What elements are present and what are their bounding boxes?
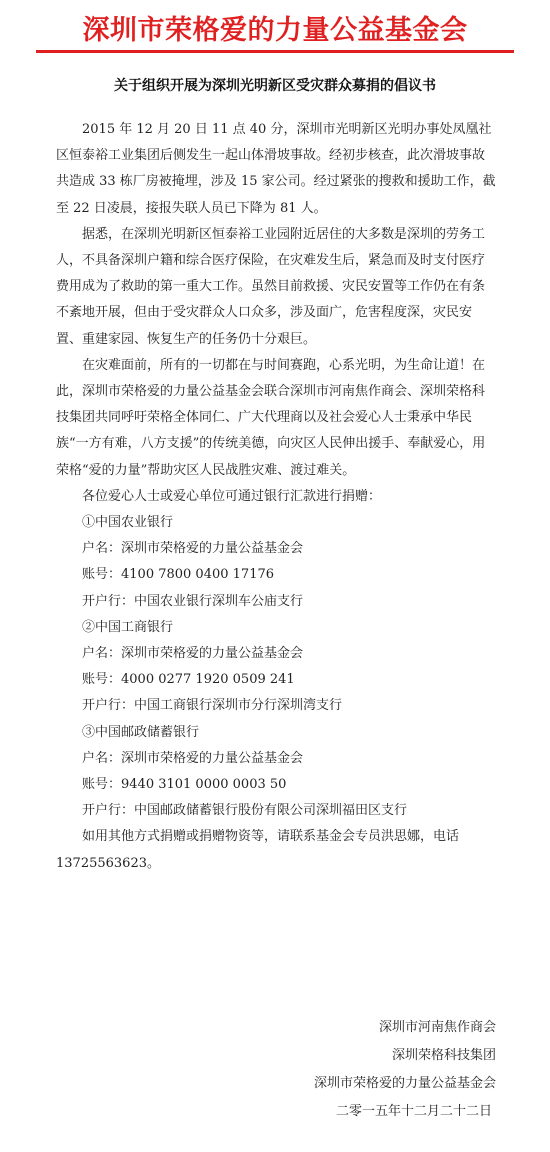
bank-item	[56, 720, 496, 825]
bank-name: ①中国农业银行	[82, 515, 174, 531]
paragraph-incident: 2015 年 12 月 20 日 11 点 40 分，深圳市光明新区光明办事处凤凰社区恒泰裕工业集团后侧发生一起山体滑坡事故。经初步核查，此次滑坡事故共造成 33 栋厂房被掩埋，涉及 15 家公司。经过紧张的搜救和援助工作，截至 22 日凌晨，接报失联人员已下降为 81 人。	[56, 122, 496, 216]
account-name: 户名：深圳市荣格爱的力量公益基金会	[82, 541, 304, 557]
signatory: 深圳市河南焦作商会	[378, 1020, 496, 1035]
account-number: 账号：4000 0277 1920 0509 241	[82, 672, 295, 688]
bank-name: ②中国工商银行	[82, 619, 174, 635]
organization-title: 深圳市荣格爱的力量公益基金会	[82, 15, 468, 46]
document-date: 二零一五年十二月二十二日	[335, 1104, 492, 1119]
signature-block	[196, 1014, 496, 1126]
bank-branch: 开户行：中国邮政储蓄银行股份有限公司深圳福田区支行	[82, 803, 408, 819]
contact-paragraph: 如用其他方式捐赠或捐赠物资等，请联系基金会专员洪思娜，电话 13725563623。	[56, 829, 460, 871]
bank-branch: 开户行：中国农业银行深圳车公庙支行	[82, 593, 304, 609]
signatory: 深圳市荣格爱的力量公益基金会	[313, 1076, 496, 1091]
account-name: 户名：深圳市荣格爱的力量公益基金会	[82, 750, 304, 766]
paragraph-victims: 据悉，在深圳光明新区恒泰裕工业园附近居住的大多数是深圳的劳务工人，不具备深圳户籍和综合医疗保险，在灾难发生后，紧急而及时支付医疗费用成为了救助的第一重大工作。虽然目前救援、灾民安置等工作仍在有条不紊地开展，但由于受灾群众人口众多，涉及面广，危害程度深，灾民安置、重建家园、恢复生产的任务仍十分艰巨。	[56, 226, 486, 347]
account-number: 账号：9440 3101 0000 0003 50	[82, 777, 287, 793]
account-name: 户名：深圳市荣格爱的力量公益基金会	[82, 646, 304, 662]
bank-item	[56, 615, 496, 720]
document-body	[56, 117, 496, 877]
bank-list	[56, 510, 496, 824]
bank-name: ③中国邮政储蓄银行	[82, 724, 200, 740]
bank-branch: 开户行：中国工商银行深圳市分行深圳湾支行	[82, 698, 343, 714]
account-number: 账号：4100 7800 0400 17176	[82, 567, 275, 583]
document-subtitle: 关于组织开展为深圳光明新区受灾群众募捐的倡议书	[114, 78, 436, 94]
signatory: 深圳荣格科技集团	[391, 1048, 496, 1063]
title-underline	[36, 50, 514, 53]
paragraph-donation-intro: 各位爱心人士或爱心单位可通过银行汇款进行捐赠：	[82, 488, 382, 504]
bank-item	[56, 510, 496, 615]
paragraph-appeal: 在灾难面前，所有的一切都在与时间赛跑，心系光明，为生命让道！在此，深圳市荣格爱的力量公益基金会联合深圳市河南焦作商会、深圳荣格科技集团共同呼吁荣格全体同仁、广大代理商以及社会爱心人士秉承中华民族“一方有难，八方支援”的传统美德，向灾区人民伸出援手、奉献爱心，用荣格“爱的力量”帮助灾区人民战胜灾难、渡过难关。	[56, 357, 486, 478]
